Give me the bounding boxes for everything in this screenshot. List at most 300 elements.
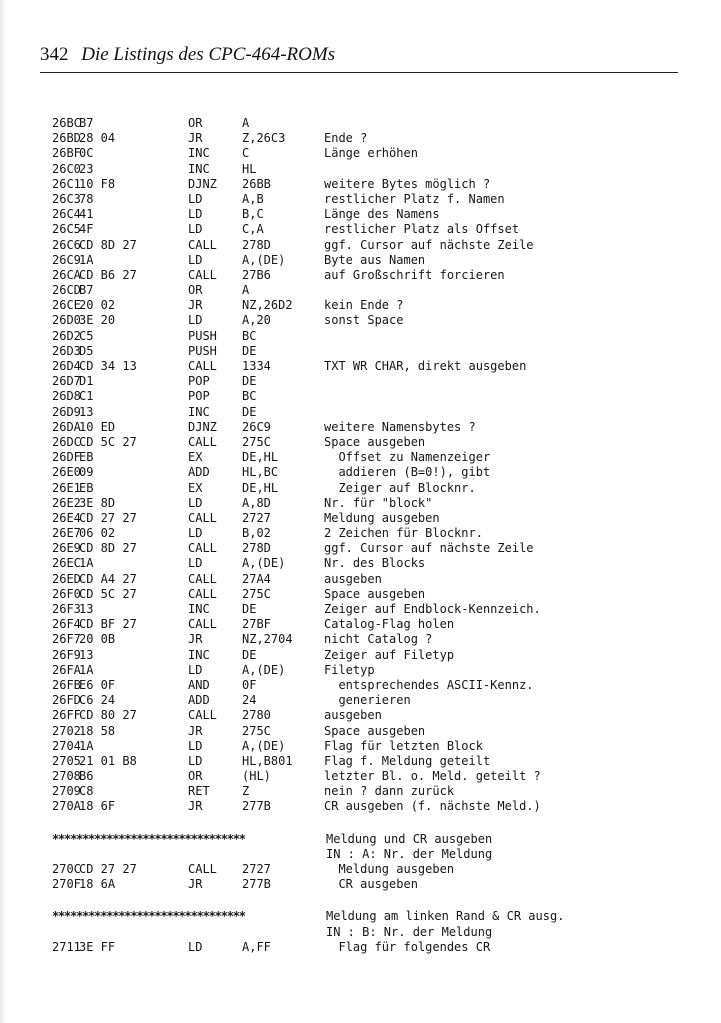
address: 270F: [52, 877, 81, 892]
mnemonic: OR: [188, 769, 203, 784]
comment: Zeiger auf Endblock-Kennzeich.: [324, 602, 541, 616]
mnemonic: OR: [188, 283, 203, 298]
listing-row: [52, 526, 692, 541]
section-in-line: [52, 847, 692, 862]
operand: HL,BC: [242, 465, 279, 480]
listing-block-b: [52, 862, 692, 892]
listing-row: [52, 344, 692, 359]
operand: Z: [242, 784, 250, 799]
comment: auf Großschrift forcieren: [324, 267, 505, 282]
listing-row: [52, 177, 692, 192]
mnemonic: INC: [188, 404, 210, 419]
address: 26DF: [52, 450, 81, 465]
listing-row: [52, 435, 692, 450]
listing-row: [52, 632, 692, 647]
listing-row: [52, 374, 692, 389]
listing-row: [52, 146, 692, 161]
operand: DE: [242, 404, 257, 419]
address: 2709: [52, 784, 81, 799]
listing-row: [52, 541, 692, 556]
address: 26D9: [52, 404, 81, 419]
operand: 0F: [242, 677, 257, 692]
in-parameter: IN : A: Nr. der Meldung: [326, 846, 493, 861]
mnemonic: JR: [188, 131, 203, 146]
mnemonic: PUSH: [188, 343, 217, 358]
operand: A,20: [242, 313, 271, 328]
opcode-bytes: B7: [79, 283, 94, 298]
operand: 24: [242, 693, 257, 708]
comment: entsprechendes ASCII-Kennz.: [324, 677, 534, 692]
opcode-bytes: 20 02: [79, 298, 116, 313]
comment: Flag für letzten Block: [324, 738, 483, 753]
mnemonic: LD: [188, 939, 203, 954]
operand: C,A: [242, 222, 264, 237]
address: 2711: [52, 939, 81, 954]
listing-row: [52, 739, 692, 754]
mnemonic: CALL: [188, 541, 217, 556]
comment: Länge des Namens: [324, 207, 440, 222]
listing-row: [52, 724, 692, 739]
comment: ausgeben: [324, 708, 382, 723]
opcode-bytes: B7: [79, 116, 94, 130]
listing-row: [52, 663, 692, 678]
operand: DE,HL: [242, 480, 279, 495]
mnemonic: JR: [188, 632, 203, 647]
opcode-bytes: CD A4 27: [79, 571, 137, 586]
comment: ggf. Cursor auf nächste Zeile: [324, 541, 534, 556]
opcode-bytes: CD 27 27: [79, 862, 137, 876]
opcode-bytes: CD 8D 27: [79, 541, 137, 556]
address: 26F4: [52, 617, 81, 632]
mnemonic: CALL: [188, 586, 217, 601]
operand: BC: [242, 389, 257, 404]
listing-row: [52, 511, 692, 526]
listing-row: [52, 405, 692, 420]
mnemonic: LD: [188, 556, 203, 571]
operand: 278D: [242, 237, 271, 252]
mnemonic: POP: [188, 389, 210, 404]
address: 26BF: [52, 146, 81, 161]
operand: 27BF: [242, 617, 271, 632]
mnemonic: ADD: [188, 693, 210, 708]
mnemonic: LD: [188, 207, 203, 222]
comment: 2 Zeichen für Blocknr.: [324, 526, 483, 541]
mnemonic: LD: [188, 222, 203, 237]
comment: Meldung ausgeben: [324, 510, 440, 525]
opcode-bytes: 1A: [79, 738, 94, 753]
mnemonic: LD: [188, 252, 203, 267]
opcode-bytes: E6 0F: [79, 677, 116, 692]
operand: NZ,2704: [242, 632, 293, 647]
opcode-bytes: 23: [79, 161, 94, 176]
operand: 26C9: [242, 419, 271, 434]
mnemonic: LD: [188, 738, 203, 753]
address: 26ED: [52, 571, 81, 586]
listing-row: [52, 116, 692, 131]
opcode-bytes: 41: [79, 207, 94, 222]
operand: 26BB: [242, 176, 271, 191]
opcode-bytes: 10 F8: [79, 176, 116, 191]
mnemonic: CALL: [188, 862, 217, 876]
operand: 278D: [242, 541, 271, 556]
address: 26CE: [52, 298, 81, 313]
comment: Ende ?: [324, 131, 368, 146]
mnemonic: CALL: [188, 571, 217, 586]
comment: Space ausgeben: [324, 586, 426, 601]
address: 26E4: [52, 510, 81, 525]
opcode-bytes: CD 34 13: [79, 359, 137, 373]
listing-row: [52, 572, 692, 587]
mnemonic: LD: [188, 495, 203, 510]
opcode-bytes: C8: [79, 784, 94, 799]
comment: generieren: [324, 693, 411, 708]
listing-row: [52, 329, 692, 344]
comment: Offset zu Namenzeiger: [324, 450, 491, 465]
listing-row: [52, 678, 692, 693]
opcode-bytes: CD 8D 27: [79, 237, 137, 252]
opcode-bytes: 4F: [79, 222, 94, 237]
opcode-bytes: 13: [79, 404, 94, 419]
listing-row: [52, 799, 692, 814]
comment: nicht Catalog ?: [324, 632, 433, 647]
comment: letzter Bl. o. Meld. geteilt ?: [324, 769, 541, 784]
mnemonic: CALL: [188, 359, 217, 373]
opcode-bytes: 18 6A: [79, 877, 116, 892]
mnemonic: CALL: [188, 617, 217, 632]
mnemonic: AND: [188, 677, 210, 692]
opcode-bytes: 18 58: [79, 723, 116, 738]
address: 26D0: [52, 313, 81, 328]
opcode-bytes: 09: [79, 465, 94, 480]
section-gap: [52, 815, 692, 828]
listing-row: [52, 769, 692, 784]
mnemonic: JR: [188, 799, 203, 814]
listing-row: [52, 268, 692, 283]
address: 26FA: [52, 662, 81, 677]
operand: A,(DE): [242, 662, 286, 677]
comment: restlicher Platz als Offset: [324, 222, 520, 237]
in-parameter: IN : B: Nr. der Meldung: [326, 924, 493, 939]
opcode-bytes: D5: [79, 343, 94, 358]
address: 26E1: [52, 480, 81, 495]
address: 26C5: [52, 222, 81, 237]
address: 26C0: [52, 161, 81, 176]
address: 2704: [52, 738, 81, 753]
comment: Filetyp: [324, 662, 375, 677]
operand: (HL): [242, 769, 271, 784]
opcode-bytes: D1: [79, 374, 94, 389]
listing-row: [52, 450, 692, 465]
mnemonic: ADD: [188, 465, 210, 480]
opcode-bytes: CD 27 27: [79, 510, 137, 525]
operand: 277B: [242, 877, 271, 892]
mnemonic: EX: [188, 450, 203, 465]
operand: 275C: [242, 586, 271, 601]
operand: HL,B801: [242, 753, 293, 768]
opcode-bytes: 28 04: [79, 131, 116, 146]
operand: B,C: [242, 207, 264, 222]
opcode-bytes: CD 80 27: [79, 708, 137, 723]
address: 26D4: [52, 359, 81, 373]
address: 270C: [52, 862, 81, 876]
listing-row: [52, 359, 692, 374]
address: 26C3: [52, 191, 81, 206]
listing-row: [52, 587, 692, 602]
operand: HL: [242, 161, 257, 176]
address: 26C9: [52, 252, 81, 267]
address: 26E0: [52, 465, 81, 480]
operand: DE: [242, 647, 257, 662]
operand: A: [242, 283, 250, 298]
address: 26C4: [52, 207, 81, 222]
mnemonic: OR: [188, 116, 203, 130]
comment: Nr. des Blocks: [324, 556, 426, 571]
opcode-bytes: 1A: [79, 556, 94, 571]
listing-row: [52, 253, 692, 268]
opcode-bytes: 21 01 B8: [79, 753, 137, 768]
listing-row: [52, 693, 692, 708]
opcode-bytes: 13: [79, 602, 94, 616]
address: 26CD: [52, 283, 81, 298]
operand: A,(DE): [242, 738, 286, 753]
opcode-bytes: EB: [79, 450, 94, 465]
address: 26D3: [52, 343, 81, 358]
operand: 275C: [242, 434, 271, 449]
operand: Z,26C3: [242, 131, 286, 146]
opcode-bytes: CD 5C 27: [79, 586, 137, 601]
operand: A,8D: [242, 495, 271, 510]
comment: nein ? dann zurück: [324, 784, 455, 799]
listing-row: [52, 940, 692, 955]
operand: BC: [242, 328, 257, 343]
listing-row: [52, 754, 692, 769]
mnemonic: DJNZ: [188, 419, 217, 434]
operand: B,02: [242, 526, 271, 541]
listing-row: [52, 162, 692, 177]
address: 26FD: [52, 693, 81, 708]
operand: 2727: [242, 510, 271, 525]
address: 26F9: [52, 647, 81, 662]
address: 270A: [52, 799, 81, 814]
page-title: Die Listings des CPC-464-ROMs: [81, 44, 336, 65]
opcode-bytes: 3E 8D: [79, 495, 116, 510]
mnemonic: CALL: [188, 510, 217, 525]
section-in-line: [52, 925, 692, 940]
mnemonic: PUSH: [188, 328, 217, 343]
operand: 2780: [242, 708, 271, 723]
address: 2702: [52, 723, 81, 738]
address: 2708: [52, 769, 81, 784]
opcode-bytes: EB: [79, 480, 94, 495]
comment: ausgeben: [324, 571, 382, 586]
comment: Länge erhöhen: [324, 146, 418, 161]
opcode-bytes: 20 0B: [79, 632, 116, 647]
address: 26D8: [52, 389, 81, 404]
assembly-listing: [52, 116, 692, 955]
listing-row: [52, 389, 692, 404]
separator-stars: ********************************: [52, 831, 245, 846]
section-separator: [52, 832, 692, 847]
listing-row: [52, 283, 692, 298]
operand: 277B: [242, 799, 271, 814]
comment: CR ausgeben (f. nächste Meld.): [324, 799, 541, 814]
listing-row: [52, 602, 692, 617]
comment: CR ausgeben: [324, 877, 418, 892]
scan-edge-shadow: [0, 0, 6, 1023]
comment: weitere Namensbytes ?: [324, 419, 476, 434]
comment: Byte aus Namen: [324, 252, 426, 267]
listing-row: [52, 784, 692, 799]
address: 26F0: [52, 586, 81, 601]
mnemonic: INC: [188, 647, 210, 662]
page-header: [40, 44, 335, 66]
listing-row: [52, 481, 692, 496]
operand: A: [242, 116, 250, 130]
comment: ggf. Cursor auf nächste Zeile: [324, 237, 534, 252]
mnemonic: DJNZ: [188, 176, 217, 191]
operand: 1334: [242, 359, 271, 373]
address: 26CA: [52, 267, 81, 282]
operand: 27B6: [242, 267, 271, 282]
address: 26C1: [52, 176, 81, 191]
mnemonic: LD: [188, 526, 203, 541]
comment: Meldung ausgeben: [324, 862, 455, 876]
opcode-bytes: 0C: [79, 146, 94, 161]
comment: Zeiger auf Filetyp: [324, 647, 455, 662]
comment: Nr. für "block": [324, 495, 433, 510]
address: 26EC: [52, 556, 81, 571]
comment: TXT WR CHAR, direkt ausgeben: [324, 359, 527, 373]
opcode-bytes: 13: [79, 647, 94, 662]
mnemonic: CALL: [188, 708, 217, 723]
listing-row: [52, 131, 692, 146]
opcode-bytes: 10 ED: [79, 419, 116, 434]
comment: kein Ende ?: [324, 298, 404, 313]
opcode-bytes: CD BF 27: [79, 617, 137, 632]
address: 26E9: [52, 541, 81, 556]
mnemonic: LD: [188, 662, 203, 677]
listing-row: [52, 313, 692, 328]
comment: Space ausgeben: [324, 434, 426, 449]
operand: DE,HL: [242, 450, 279, 465]
operand: A,(DE): [242, 252, 286, 267]
opcode-bytes: B6: [79, 769, 94, 784]
operand: NZ,26D2: [242, 298, 293, 313]
listing-row: [52, 617, 692, 632]
listing-row: [52, 298, 692, 313]
address: 26DA: [52, 419, 81, 434]
mnemonic: LD: [188, 313, 203, 328]
address: 26E7: [52, 526, 81, 541]
operand: 275C: [242, 723, 271, 738]
address: 26BC: [52, 116, 81, 130]
listing-row: [52, 877, 692, 892]
operand: A,B: [242, 191, 264, 206]
mnemonic: RET: [188, 784, 210, 799]
comment: weitere Bytes möglich ?: [324, 176, 491, 191]
mnemonic: JR: [188, 877, 203, 892]
address: 26E2: [52, 495, 81, 510]
mnemonic: INC: [188, 602, 210, 616]
opcode-bytes: C1: [79, 389, 94, 404]
operand: C: [242, 146, 250, 161]
separator-stars: ********************************: [52, 909, 245, 924]
comment: addieren (B=0!), gibt: [324, 465, 491, 480]
opcode-bytes: 3E 20: [79, 313, 116, 328]
opcode-bytes: 18 6F: [79, 799, 116, 814]
section-title: Meldung und CR ausgeben: [326, 831, 493, 846]
header-rule: [40, 72, 678, 73]
address: 26FF: [52, 708, 81, 723]
address: 2705: [52, 753, 81, 768]
listing-row: [52, 708, 692, 723]
address: 26F7: [52, 632, 81, 647]
address: 26DC: [52, 434, 81, 449]
operand: 2727: [242, 862, 271, 876]
listing-block-c: [52, 940, 692, 955]
opcode-bytes: C6 24: [79, 693, 116, 708]
listing-row: [52, 465, 692, 480]
operand: DE: [242, 602, 257, 616]
operand: DE: [242, 343, 257, 358]
listing-row: [52, 207, 692, 222]
address: 26D2: [52, 328, 81, 343]
section-separator: [52, 909, 692, 924]
operand: A,FF: [242, 939, 271, 954]
operand: A,(DE): [242, 556, 286, 571]
comment: Flag für folgendes CR: [324, 939, 491, 954]
mnemonic: EX: [188, 480, 203, 495]
opcode-bytes: 78: [79, 191, 94, 206]
address: 26D7: [52, 374, 81, 389]
opcode-bytes: 1A: [79, 662, 94, 677]
listing-block-main: [52, 116, 692, 815]
opcode-bytes: 06 02: [79, 526, 116, 541]
opcode-bytes: 3E FF: [79, 939, 116, 954]
listing-row: [52, 556, 692, 571]
listing-row: [52, 420, 692, 435]
listing-row: [52, 496, 692, 511]
address: 26FB: [52, 677, 81, 692]
listing-row: [52, 648, 692, 663]
mnemonic: CALL: [188, 237, 217, 252]
comment: restlicher Platz f. Namen: [324, 191, 505, 206]
address: 26C6: [52, 237, 81, 252]
section-title: Meldung am linken Rand & CR ausg.: [326, 909, 565, 924]
listing-row: [52, 238, 692, 253]
mnemonic: CALL: [188, 434, 217, 449]
comment: sonst Space: [324, 313, 404, 328]
opcode-bytes: CD B6 27: [79, 267, 137, 282]
mnemonic: INC: [188, 161, 210, 176]
address: 26BD: [52, 131, 81, 146]
comment: Flag f. Meldung geteilt: [324, 753, 491, 768]
operand: 27A4: [242, 571, 271, 586]
listing-row: [52, 222, 692, 237]
listing-row: [52, 862, 692, 877]
opcode-bytes: 1A: [79, 252, 94, 267]
opcode-bytes: CD 5C 27: [79, 434, 137, 449]
mnemonic: JR: [188, 723, 203, 738]
mnemonic: JR: [188, 298, 203, 313]
mnemonic: INC: [188, 146, 210, 161]
mnemonic: POP: [188, 374, 210, 389]
mnemonic: CALL: [188, 267, 217, 282]
comment: Catalog-Flag holen: [324, 617, 455, 632]
comment: Zeiger auf Blocknr.: [324, 480, 476, 495]
section-gap: [52, 892, 692, 905]
page-number: 342: [40, 44, 69, 65]
